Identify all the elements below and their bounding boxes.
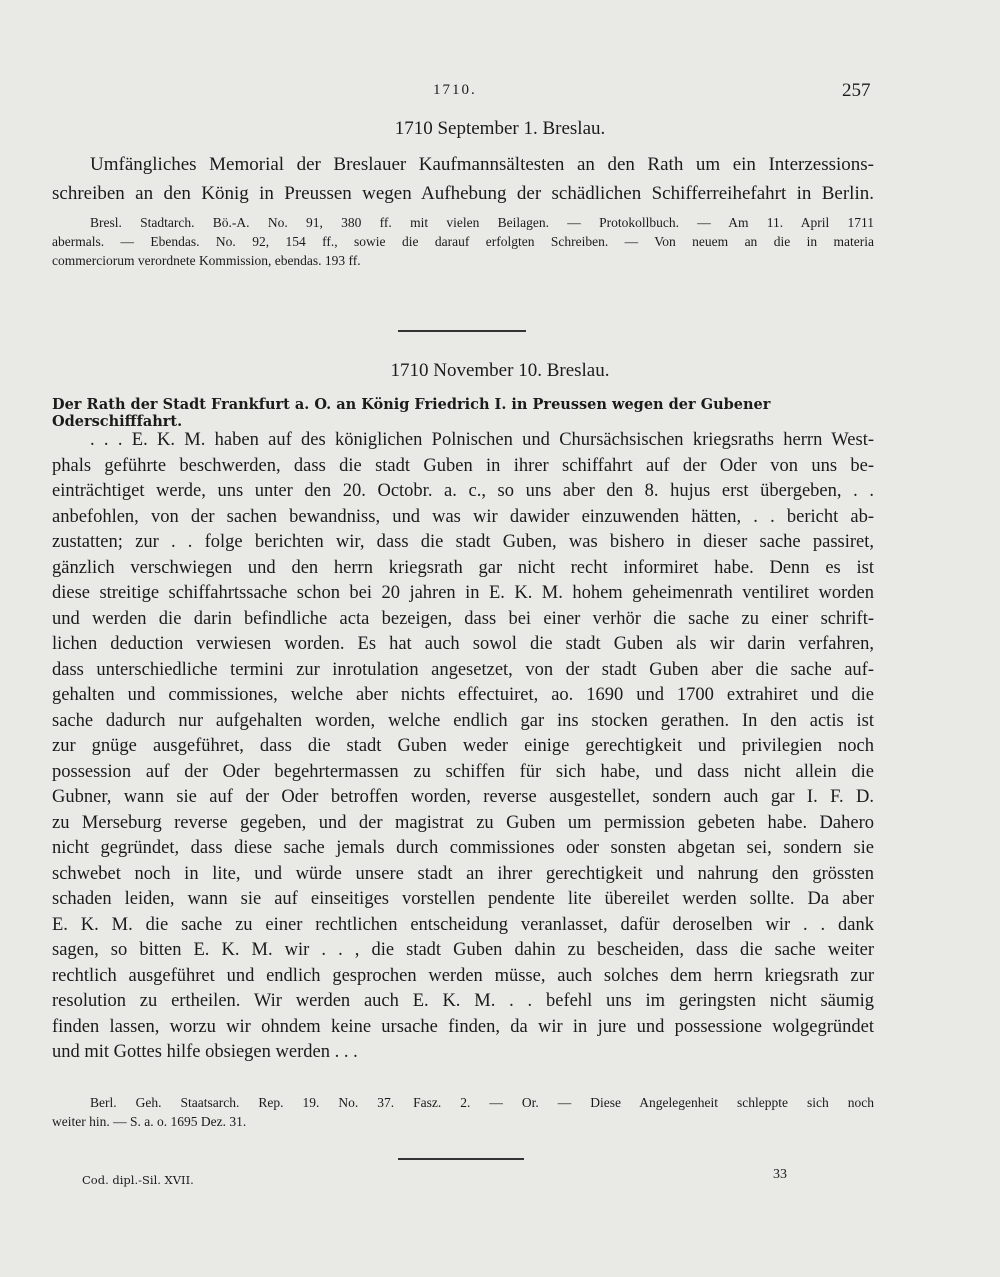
doc2-source-line: Berl. Geh. Staatsarch. Rep. 19. No. 37. Fasz. 2. — Or. — Diese Angelegenheit schleppte sich noch — [90, 1095, 874, 1110]
body-line: einträchtiget werde, uns unter den 20. Octobr. a. c., so uns aber den 8. hujus erst übergeben, . . — [52, 481, 874, 501]
body-line: gänzlich verschwiegen und den herrn kriegsrath gar nicht recht informiret habe. Denn es ist — [52, 557, 874, 578]
doc1-source-line: abermals. — Ebendas. No. 92, 154 ff., sowie die darauf erfolgten Schreiben. — Von neuem an die in materia — [52, 234, 874, 249]
footer-divider — [398, 1158, 524, 1160]
doc1-source-note — [52, 213, 874, 270]
body-line: diese streitige schiffahrtssache schon bei 20 jahren in E. K. M. hohem geheimenrath ventiliret worden — [52, 583, 874, 603]
doc2-subtitle: Der Rath der Stadt Frankfurt a. O. an König Friedrich I. in Preussen wegen der Gubener Oderschifffahrt. — [52, 396, 771, 430]
page-number: 257 — [842, 80, 871, 101]
body-line: zu Merseburg reverse gegeben, und der magistrat zu Guben um permission gebeten habe. Dahero — [52, 812, 874, 833]
section-divider — [398, 330, 526, 332]
body-line: und mit Gottes hilfe obsiegen werden . . . — [52, 1042, 358, 1062]
doc2-title: 1710 November 10. Breslau. — [390, 360, 610, 381]
doc1-summary-line: schreiben an den König in Preussen wegen Aufhebung der schädlichen Schifferreihefahrt in Berlin. — [52, 183, 874, 204]
doc1-source-line: commerciorum verordnete Kommission, ebendas. 193 ff. — [52, 253, 361, 268]
body-line: phals geführte beschwerden, dass die stadt Guben in ihrer schiffahrt auf der Oder von uns be- — [52, 455, 874, 476]
body-line: anbefohlen, von der sachen bewandniss, und was wir dawider einzuwenden hätten, . . bericht ab- — [52, 506, 874, 527]
doc2-body — [52, 428, 874, 1066]
body-line: schaden leiden, wann sie auf einseitiges vorstellen pendente lite übereilet werden sollte. Da aber — [52, 889, 874, 909]
body-line: schwebet noch in lite, und würde unsere stadt an ihrer gerechtigkeit und nahrung den grössten — [52, 863, 874, 884]
body-line: rechtlich ausgeführet und endlich gesprochen werden müsse, auch solches dem herrn kriegsrath zur — [52, 965, 874, 986]
body-line: finden lassen, worzu wir ohndem keine ursache finden, da wir in jure und possessione wolgegründet — [52, 1016, 874, 1037]
doc1-summary-line: Umfängliches Memorial der Breslauer Kaufmannsältesten an den Rath um ein Interzessions- — [90, 154, 874, 175]
doc2-source-note — [52, 1093, 874, 1131]
body-line: resolution zu ertheilen. Wir werden auch E. K. M. . . befehl uns im geringsten nicht säumig — [52, 991, 874, 1011]
signature-mark: 33 — [773, 1167, 787, 1182]
body-line: zustatten; zur . . folge berichten wir, dass die stadt Guben, was bishero in dieser sache passiret, — [52, 532, 874, 552]
body-line: Gubner, wann sie auf der Oder betroffen worden, reverse ausgestellet, sondern auch gar I. F. D. — [52, 787, 874, 807]
codex-reference: Cod. dipl.-Sil. XVII. — [82, 1173, 194, 1187]
body-line: dass unterschiedliche termini zur inrotulation angesetzet, von der stadt Guben aber die sache auf- — [52, 659, 874, 680]
doc1-summary — [52, 150, 874, 208]
body-line: sagen, so bitten E. K. M. wir . . , die stadt Guben dahin zu bescheiden, dass die sache weiter — [52, 940, 874, 960]
doc1-title: 1710 September 1. Breslau. — [394, 118, 606, 139]
body-line: lichen deduction verwiesen worden. Es hat auch sowol die stadt Guben als wir darin verfahren, — [52, 634, 874, 654]
body-line: nicht gegründet, dass diese sache jemals durch commissiones oder sonsten abgetan sei, sondern sie — [52, 838, 874, 858]
running-head-year: 1710. — [433, 82, 477, 98]
body-line: zur gnüge ausgeführet, dass die stadt Guben weder einige gerechtigkeit und privilegien noch — [52, 736, 874, 756]
body-line: und werden die darin befindliche acta bezeigen, dass bei einer verhör die sache zu einer schrift- — [52, 608, 874, 629]
doc1-source-line: Bresl. Stadtarch. Bö.-A. No. 91, 380 ff. mit vielen Beilagen. — Protokollbuch. — Am 11. April 1711 — [90, 215, 874, 230]
body-line: E. K. M. die sache zu einer rechtlichen entscheidung veranlasset, dafür deroselben wir . . dank — [52, 914, 874, 935]
doc2-source-line: weiter hin. — S. a. o. 1695 Dez. 31. — [52, 1114, 247, 1129]
body-line: . . . E. K. M. haben auf des königlichen Polnischen und Chursächsischen kriegsraths herrn West- — [90, 430, 874, 450]
body-line: possession auf der Oder begehrtermassen zu schiffen für sich habe, und dass nicht allein die — [52, 761, 874, 782]
body-line: sache dadurch nur aufgehalten worden, welche endlich gar ins stocken gerathen. In den actis ist — [52, 710, 874, 731]
body-line: gehalten und commissiones, welche aber nichts effectuiret, ao. 1690 und 1700 extrahiret und die — [52, 685, 874, 705]
